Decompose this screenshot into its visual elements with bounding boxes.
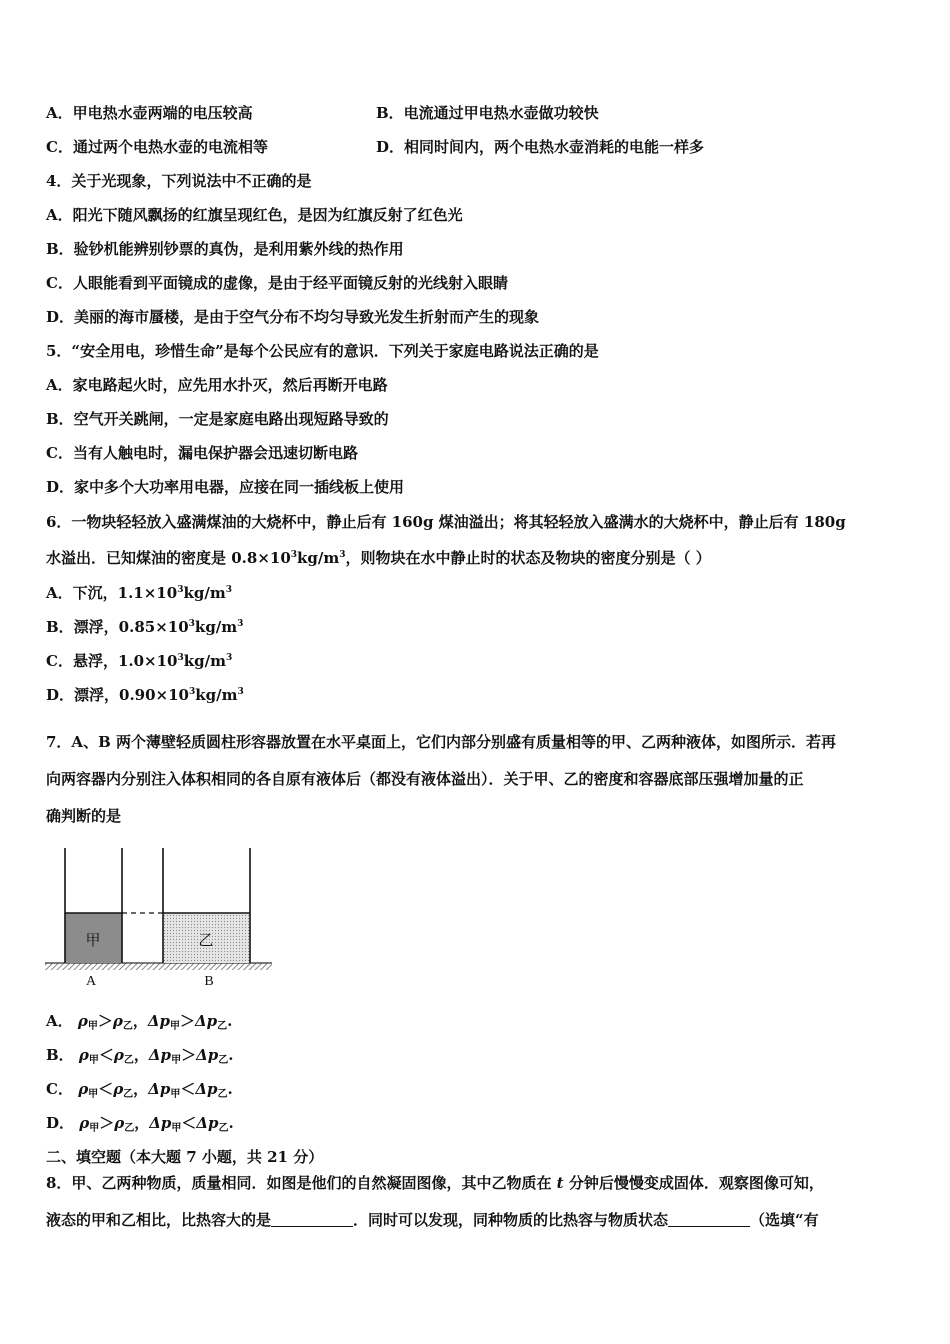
label-container-b: B xyxy=(204,974,214,989)
q5-option-c: C．当有人触电时，漏电保护器会迅速切断电路 xyxy=(46,444,358,462)
q6-stem-line2: 水溢出．已知煤油的密度是 $0.8\times 10^3kg/m^3$，则物块在水中静止时的状态及物块的密度分别是（ ） xyxy=(46,549,711,567)
q3-option-d: D．相同时间内，两个电热水壶消耗的电能一样多 xyxy=(376,138,705,156)
label-yi: 乙 xyxy=(198,933,214,949)
q3-option-a: A．甲电热水壶两端的电压较高 xyxy=(46,104,253,122)
q4-option-b: B．验钞机能辨别钞票的真伪，是利用紫外线的热作用 xyxy=(46,240,404,258)
q4-stem: 4．关于光现象，下列说法中不正确的是 xyxy=(46,172,312,190)
q7-option-b: B． $\rho_甲<\rho_乙$，$\Delta p_甲>\Delta p_乙$. xyxy=(46,1046,234,1066)
ground-surface xyxy=(45,963,272,970)
q7-container-figure xyxy=(40,845,280,995)
q6-option-a: A．下沉，$1.1\times 10^3kg/m^3$ xyxy=(46,584,232,602)
q4-option-a: A．阳光下随风飘扬的红旗呈现红色，是因为红旗反射了红色光 xyxy=(46,206,463,224)
q6-option-b: B．漂浮，$0.85\times 10^3kg/m^3$ xyxy=(46,618,244,636)
q5-option-b: B．空气开关跳闸，一定是家庭电路出现短路导致的 xyxy=(46,410,389,428)
q5-option-a: A．家电路起火时，应先用水扑灭，然后再断开电路 xyxy=(46,376,388,394)
q3-option-c: C．通过两个电热水壶的电流相等 xyxy=(46,138,268,156)
q8-line1: 8．甲、乙两种物质，质量相同．如图是他们的自然凝固图像，其中乙物质在 t 分钟后慢慢变成固体．观察图像可知， xyxy=(46,1174,824,1192)
q4-option-d: D．美丽的海市蜃楼，是由于空气分布不均匀导致光发生折射而产生的现象 xyxy=(46,308,540,326)
q5-stem: 5．“安全用电，珍惜生命”是每个公民应有的意识．下列关于家庭电路说法正确的是 xyxy=(46,342,599,360)
q7-stem-line1: 7．A、B 两个薄壁轻质圆柱形容器放置在水平桌面上，它们内部分别盛有质量相等的甲、乙两种液体，如图所示．若再 xyxy=(46,733,836,751)
q5-option-d: D．家中多个大功率用电器，应接在同一插线板上使用 xyxy=(46,478,405,496)
label-container-a: A xyxy=(85,974,97,989)
q8-blank-1[interactable] xyxy=(271,1212,353,1227)
section-2-title: 二、填空题（本大题 7 小题，共 21 分） xyxy=(46,1148,324,1166)
q8-blank-2[interactable] xyxy=(668,1212,750,1227)
label-jia: 甲 xyxy=(85,933,101,949)
q4-option-c: C．人眼能看到平面镜成的虚像，是由于经平面镜反射的光线射入眼睛 xyxy=(46,274,508,292)
q7-option-d: D． $\rho_甲>\rho_乙$，$\Delta p_甲<\Delta p_乙$. xyxy=(46,1114,234,1134)
q7-option-c: C． $\rho_甲<\rho_乙$，$\Delta p_甲<\Delta p_乙$. xyxy=(46,1080,233,1100)
q7-option-a: A． $\rho_甲>\rho_乙$，$\Delta p_甲>\Delta p_乙$. xyxy=(46,1012,233,1032)
q3-option-b: B．电流通过甲电热水壶做功较快 xyxy=(376,104,599,122)
q6-option-d: D．漂浮，$0.90\times 10^3kg/m^3$ xyxy=(46,686,244,704)
q7-stem-line3: 确判断的是 xyxy=(46,807,122,825)
q7-stem-line2: 向两容器内分别注入体积相同的各自原有液体后（都没有液体溢出）．关于甲、乙的密度和容器底部压强增加量的正 xyxy=(46,770,804,788)
q6-option-c: C．悬浮，$1.0\times 10^3kg/m^3$ xyxy=(46,652,233,670)
q8-line2: 液态的甲和乙相比，比热容大的是 ．同时可以发现，同种物质的比热容与物质状态 （选填“有 xyxy=(46,1211,819,1229)
q6-stem-line1: 6．一物块轻轻放入盛满煤油的大烧杯中，静止后有 160g 煤油溢出；将其轻轻放入盛满水的大烧杯中，静止后有 180g xyxy=(46,513,846,531)
